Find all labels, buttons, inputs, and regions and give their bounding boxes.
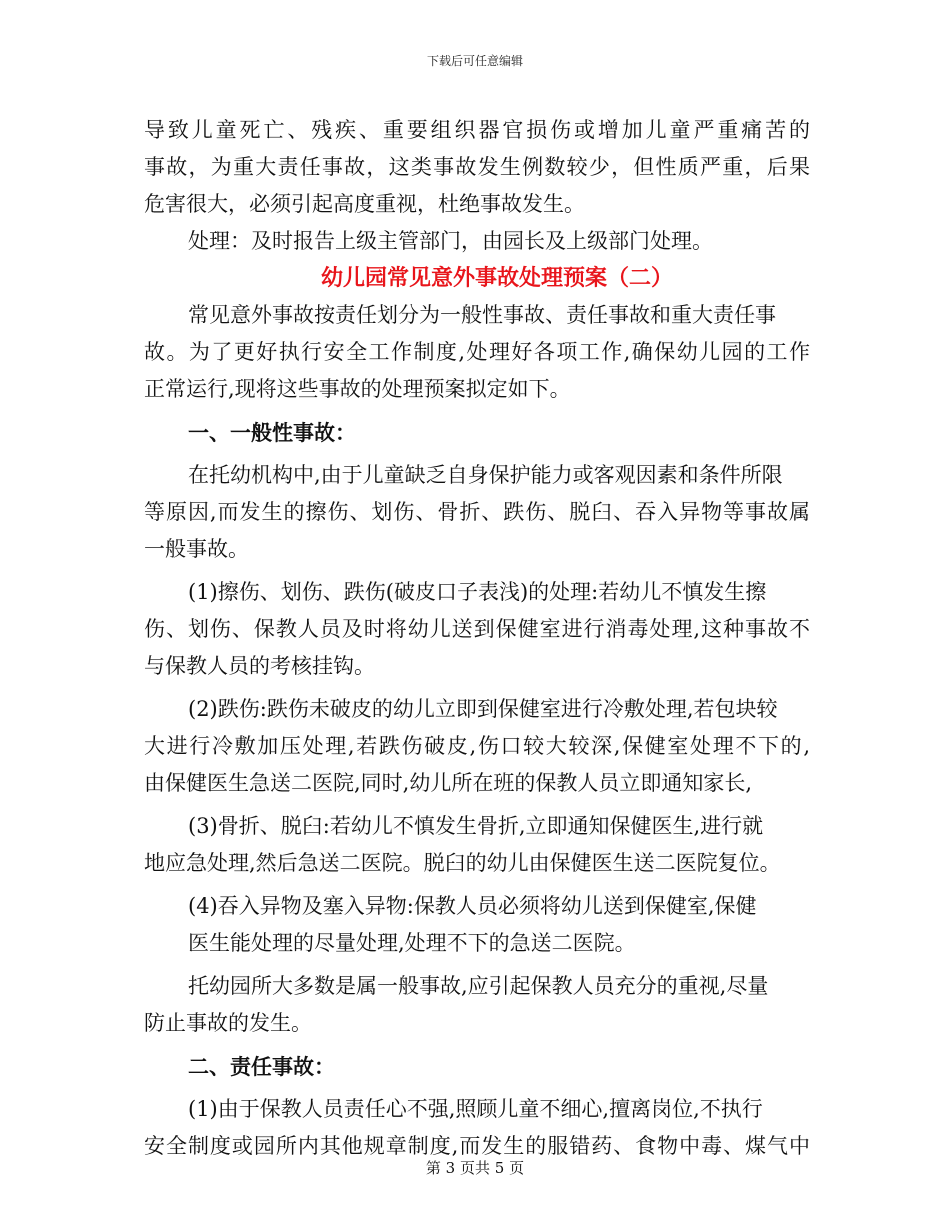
paragraph-line: (1)由于保教人员责任心不强,照顾儿童不细心,擅离岗位,不执行 [188, 1097, 763, 1121]
document-body [144, 112, 810, 1165]
paragraph-line: 安全制度或园所内其他规章制度,而发生的服错药、食物中毒、煤气中 [144, 1134, 810, 1158]
paragraph-line: 导致儿童死亡、残疾、重要组织器官损伤或增加儿童严重痛苦的 [144, 118, 810, 142]
paragraph-line: 在托幼机构中,由于儿童缺乏自身保护能力或客观因素和条件所限 [188, 463, 783, 487]
page-header: 下载后可任意编辑 [426, 54, 523, 68]
paragraph-line: (2)跌伤:跌伤未破皮的幼儿立即到保健室进行冷敷处理,若包块较 [188, 697, 778, 721]
paragraph-line: 处理：及时报告上级主管部门，由园长及上级部门处理。 [188, 229, 713, 253]
paragraph-line: 等原因,而发生的擦伤、划伤、骨折、跌伤、脱臼、吞入异物等事故属 [144, 500, 810, 524]
heading-general-accident: 一、一般性事故： [188, 420, 356, 445]
paragraph-line: 危害很大，必须引起高度重视，杜绝事故发生。 [144, 192, 585, 216]
heading-liability-accident: 二、责任事故： [188, 1054, 335, 1079]
paragraph-line: 一般事故。 [144, 537, 249, 561]
paragraph-line: 防止事故的发生。 [144, 1011, 312, 1035]
paragraph-line: 常见意外事故按责任划分为一般性事故、责任事故和重大责任事 [188, 303, 776, 327]
section-title: 幼儿园常见意外事故处理预案（二） [320, 265, 673, 291]
paragraph-line: 正常运行,现将这些事故的处理预案拟定如下。 [144, 377, 571, 401]
paragraph-line: 托幼园所大多数是属一般事故,应引起保教人员充分的重视,尽量 [188, 974, 769, 998]
paragraph-line: 由保健医生急送二医院,同时,幼儿所在班的保教人员立即通知家长, [144, 771, 753, 795]
paragraph-line: 事故，为重大责任事故，这类事故发生例数较少，但性质严重，后果 [144, 155, 810, 179]
paragraph-line: (3)骨折、脱臼:若幼儿不慎发生骨折,立即通知保健医生,进行就 [188, 814, 764, 838]
page-footer: 第 3 页共 5 页 [425, 1159, 525, 1177]
paragraph-line: 与保教人员的考核挂钩。 [144, 654, 375, 678]
paragraph-line: 伤、划伤、保教人员及时将幼儿送到保健室进行消毒处理,这种事故不 [144, 617, 810, 641]
paragraph-line: 故。为了更好执行安全工作制度,处理好各项工作,确保幼儿园的工作 [144, 340, 810, 364]
paragraph-line: (4)吞入异物及塞入异物:保教人员必须将幼儿送到保健室,保健 [188, 894, 757, 918]
paragraph-line: 医生能处理的尽量处理,处理不下的急送二医院。 [188, 931, 636, 955]
paragraph-line: 大进行冷敷加压处理,若跌伤破皮,伤口较大较深,保健室处理不下的, [144, 734, 810, 758]
paragraph-line: 地应急处理,然后急送二医院。脱臼的幼儿由保健医生送二医院复位。 [144, 851, 781, 875]
paragraph-line: (1)擦伤、划伤、跌伤(破皮口子表浅)的处理:若幼儿不慎发生擦 [188, 580, 767, 604]
